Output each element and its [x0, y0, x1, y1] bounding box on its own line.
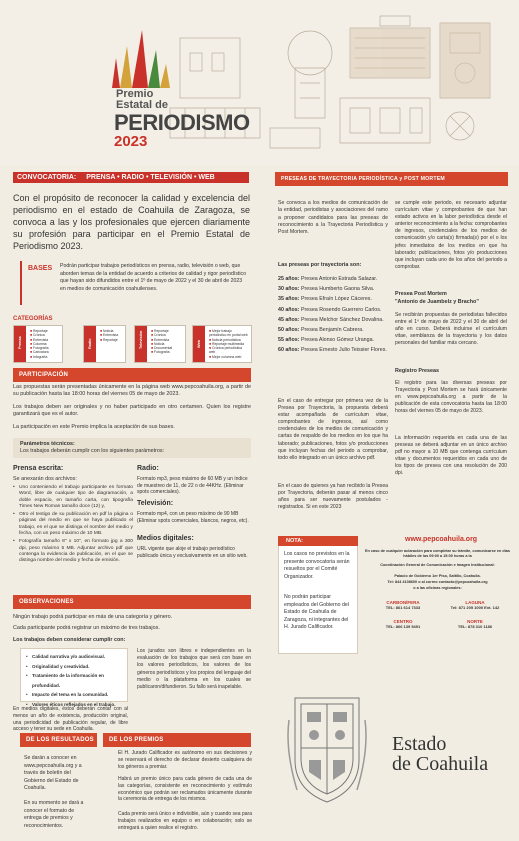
category-item: ■ Reportaje multimedia	[209, 342, 249, 346]
participacion-p1: Las propuestas serán presentadas únicamente en la página web www.pepcoahuila.org, a partir de su publicación hasta las 18:00 horas del viernes 05 de mayo de 2023.	[13, 384, 251, 398]
bases-text: Podrán participar trabajos periodísticos en prensa, radio, televisión o web, que aborden temas de la entidad de acuerdo a criterios de calidad y rigor periodístico que hayan sido difundidos entre el 1º de mayo de 2022 y el 30 de abril de 2023 en medios de comunicación coahuilenses.	[60, 263, 246, 292]
trayectoria-p3: En el caso de quienes ya han recibido la Presea por Trayectoria, deberán pasar al menos cinco años para ser nuevamente postulados - registrados. Si en este 2023	[278, 483, 388, 511]
logo-periodismo: PERIODISMO	[114, 110, 250, 135]
presea-item: 35 años: Presea Efraín López Cáceres.	[278, 296, 372, 303]
observaciones-header	[13, 595, 251, 609]
office-city: CARBONÍFERA	[386, 600, 420, 605]
radio-text: Formato mp3, peso máximo de 60 MB y un índice de muestreo de 11, de 22 o de 44KHz. (Eliminar spots comerciales).	[137, 476, 248, 496]
office-carbonifera	[372, 600, 434, 610]
category-item: ■ Crónica	[30, 333, 60, 337]
categorias-title: CATEGORÍAS	[13, 316, 53, 322]
prensa-item: • Uno conteniendo el trabajo participante en formato Word, libre de cualquier tipo de diagramación, a doble espacio, en tamaño carta, con tipografía Times New Roman tamaño doce (12) y,	[13, 485, 133, 510]
prensa-item: • Fotografía tamaño 8" x 10", en formato jpg a 300 dpi, peso máximo 5 MB. Adjuntar archivo pdf que contenga la evidencia de publicación, en el que se distinga nombre del medio y fecha de emisión.	[13, 539, 133, 564]
office-laguna	[440, 600, 510, 610]
nota-title: NOTA:	[286, 538, 304, 544]
office-tel: Tel: 871 205 1000 Ext. 142	[450, 605, 500, 610]
office-norte	[440, 619, 510, 629]
prensa-title: Prensa escrita:	[13, 465, 64, 472]
presea-item: 50 años: Presea Benjamín Cabrera.	[278, 327, 364, 334]
prensa-items	[13, 485, 133, 567]
office-centro	[372, 619, 434, 629]
observaciones-p4: Los jurados son libres e independientes en la evaluación de los trabajos que será con base en los valores periodísticos, los valores de los géneros periodísticos y los propios del lenguaje del medio o la plataforma en los cuales se publicaron/difundieron. Su fallo será inapelable.	[137, 648, 251, 691]
resultados-header	[20, 733, 97, 747]
category-item: ■ Entrevista	[100, 333, 123, 337]
category-radio	[83, 325, 126, 363]
contact-office: Coordinación General de Comunicación e Imagen Institucional:	[380, 563, 495, 567]
tecnicos-text: Los trabajos deberán cumplir con los siguientes parámetros:	[20, 448, 165, 454]
category-prensa	[13, 325, 63, 363]
category-tag-label: Televisión	[139, 330, 143, 349]
category-item: ■ Reportaje	[30, 329, 60, 333]
category-item: ■ Noticia	[151, 342, 183, 346]
category-tag	[14, 326, 26, 362]
observaciones-items	[26, 652, 128, 709]
observaciones-p3: En medios digitales, éstos deberán contar con al menos un año de existencia, producción original, una periodicidad de publicación regular, de libre acceso y tener su sede en Coahuila.	[13, 706, 128, 733]
category-tag-label: Prensa	[18, 336, 22, 349]
category-item: ■ Reportaje	[100, 338, 123, 342]
postmortem-title: Presea Post Mortem	[395, 291, 447, 297]
tv-text: Formato mp4, con un peso máximo de 90 MB (Eliminar spots comerciales, blancos, negros, etc).	[137, 511, 249, 524]
office-city: NORTE	[467, 619, 483, 624]
tv-title: Televisión:	[137, 500, 174, 507]
category-television	[134, 325, 186, 363]
observacion-item: • Calidad narrativa y/o audiovisual.	[26, 652, 128, 662]
digital-title: Medios digitales:	[137, 535, 194, 542]
presea-item: 55 años: Presea Alonso Gómez Uranga.	[278, 337, 374, 344]
resultados-p2: En su momento se dará a conocer el formato de entrega de premios y reconocimientos.	[24, 800, 84, 829]
category-item: ■ Caricatura	[30, 350, 60, 354]
category-item: ■ Crónica periodística web	[209, 346, 249, 355]
trayectoria-title: PRESEAS DE TRAYECTORIA PERIODÍSTICA y POST MORTEM	[281, 176, 445, 182]
contact-address: Palacio de Gobierno 1er Piso, Saltillo, Coahuila.	[394, 574, 481, 578]
postmortem-text: Se recibirán propuestas de periodistas fallecidos entre el 1º de mayo de 2022 y el 30 de abril del año en curso. Deberá incluirse el currículum vitae, semblanza de la trayectoria y los datos personales del familiar más cercano.	[395, 312, 507, 347]
trayectoria-p2: En el caso de entregar por primera vez de la Presea por Trayectoria, la propuesta deberá estar acompañada de currículum vitae, comprobantes de ingresos, así como credenciales de los medios de comunicación y cartas de respaldo de los medios en los que ha laborado; publicaciones, fotos y/o producciones que incluyan fechas del periodo a comprobar, todo ello integrado en un único archivo pdf.	[278, 398, 388, 461]
category-item: ■ Fotografía	[151, 350, 183, 354]
participacion-p3: La participación en este Premio implica la aceptación de sus bases.	[13, 424, 175, 430]
nota-header	[278, 536, 358, 546]
participacion-header	[13, 368, 251, 382]
intro-text: Con el propósito de reconocer la calidad y excelencia del periodismo en el estado de Coahuila de Zaragoza, se convoca a las y los profesionales que ejercen diariamente su profesión para participar en el Premio Estatal de Periodismo 2023.	[13, 193, 250, 251]
convocatoria-banner	[13, 172, 249, 183]
category-item: ■ Noticia periodística	[209, 338, 249, 342]
coat-of-arms-icon	[285, 690, 369, 808]
trayectoria-p1: Se convoca a los medios de comunicación de la entidad, periodistas y asociaciones del ramo a proponer candidatos para las preseas de reconocimiento a la Trayectoria Periodística y Post Mortem.	[278, 200, 388, 236]
premios-title: DE LOS PREMIOS	[109, 737, 164, 743]
logo-estatal: Estatal de	[116, 99, 168, 111]
trayectoria-list	[278, 274, 390, 356]
observaciones-title: OBSERVACIONES	[19, 599, 74, 605]
category-tag-label: Radio	[88, 338, 92, 349]
category-web	[192, 325, 252, 363]
contact-regional: o a las oficinas regionales:	[413, 586, 462, 590]
observaciones-sub: Los trabajos deben considerar cumplir con:	[13, 637, 126, 643]
category-tag	[84, 326, 96, 362]
gobierno-line1: Estado	[392, 733, 447, 755]
office-city: LAGUNA	[465, 600, 485, 605]
office-tel: TEL: 878 310 1186	[457, 624, 493, 629]
logo-flame-icon	[102, 28, 182, 90]
premios-header	[103, 733, 251, 747]
logo-premio: Premio	[116, 88, 154, 100]
convocatoria-categories: PRENSA • RADIO • TELEVISIÓN • WEB	[86, 174, 215, 181]
observaciones-p2: Cada participante podrá registrar un máximo de tres trabajos.	[13, 625, 160, 631]
observacion-item: • Valores éticos reflejados en el trabajo.	[26, 700, 128, 710]
category-tag	[135, 326, 147, 362]
contact-url[interactable]: www.pepcoahuila.org	[405, 536, 478, 543]
category-item: ■ Fotografía	[30, 346, 60, 350]
category-item: ■ Infografía	[30, 355, 60, 359]
postmortem-name: "Antonio de Juambelz y Bracho"	[395, 299, 479, 305]
prensa-intro: Se anexarán dos archivos:	[13, 476, 77, 482]
trayectoria-list-title: Las preseas por trayectoria son:	[278, 262, 362, 268]
observacion-item: • Impacto del tema en la comunidad.	[26, 690, 128, 700]
prensa-item: • Otro el testigo de su publicación en pdf la página o páginas del medio en que se haya publicado el trabajo, en el que se distinga el nombre del medio y fecha, con un peso máximo de 10 MB.	[13, 512, 133, 537]
nota-p2: No podrán participar empleados del Gobierno del Estado de Coahuila de Zaragoza, ni integrantes del H. Jurado Calificador.	[284, 594, 349, 630]
trayectoria-header	[275, 172, 508, 186]
registro-text-2: La información requerida en cada una de las preseas se deberá adjuntar en un único archivo pdf no mayor a 10 MB que contenga currículum vitae y documentos requeridos en cada uno de los tipos de presea con una resolución de 200 dpi.	[395, 435, 507, 477]
contact-intro: En caso de cualquier aclaración para completar su trámite, comunicarse en días hábiles de las 09:00 a 15:00 horas a la	[365, 549, 510, 559]
category-item: ■ Mejor trabajo periodístico en portal web	[209, 329, 249, 338]
observacion-item: • Tratamiento de la información en profundidad.	[26, 671, 128, 690]
presea-item: 25 años: Presea Antonio Estrada Salazar.	[278, 276, 378, 282]
resultados-title: DE LOS RESULTADOS	[26, 737, 94, 743]
office-tel: TEL: 866 139 5491	[385, 624, 421, 629]
category-tag	[193, 326, 205, 362]
category-item: ■ Columna	[30, 342, 60, 346]
presea-item: 45 años: Presea Melchor Sánchez Dovalina.	[278, 316, 384, 323]
presea-item: 40 años: Presea Rosendo Guerrero Carlos.	[278, 306, 382, 313]
participacion-title: PARTICIPACIÓN	[19, 372, 69, 378]
radio-title: Radio:	[137, 465, 159, 472]
category-item: ■ Mejor columna web	[209, 355, 249, 359]
category-tag-label: Web	[197, 340, 201, 348]
gobierno-line2: de Coahuila	[392, 753, 489, 775]
digital-text: URL vigente que aloje el trabajo periodístico publicado única y exclusivamente en un sitio web.	[137, 546, 248, 559]
registro-title: Registro Preseas	[395, 368, 440, 374]
premios-p1: El H. Jurado Calificador es autónomo en sus decisiones y se reservará el derecho de declarar desierto cualquiera de los géneros a premiar.	[118, 750, 252, 770]
resultados-p1: Se darán a conocer en www.pepcoahuila.org y a través de boletín del Gobierno del Estado de Coahuila.	[24, 755, 82, 792]
award-logo	[102, 28, 182, 90]
participacion-p2: Los trabajos deben ser originales y no haber participado en otro certamen. Quien los registre garantizará que es el autor.	[13, 404, 251, 418]
office-city: CENTRO	[393, 619, 413, 624]
category-item: ■ Crónica	[151, 333, 183, 337]
premios-p3: Cada premio será único e indivisible, aún y cuando sea para trabajos realizados en equipo o en colaboración; solo se entregará a quien realice el registro.	[118, 811, 252, 831]
presea-item: 30 años: Presea Humberto Gaona Silva.	[278, 286, 375, 293]
presea-item: 60 años: Presea Ernesto Julio Teissier Flores.	[278, 347, 387, 354]
category-item: ■ Entrevista	[30, 338, 60, 342]
category-item: ■ Reportaje	[151, 329, 183, 333]
tecnicos-title: Parámetros técnicos:	[20, 441, 75, 447]
observaciones-p1: Ningún trabajo podrá participar en más de una categoría y género.	[13, 614, 173, 620]
observacion-item: • Originalidad y creatividad.	[26, 662, 128, 672]
office-tel: TEL: 861 614 7333	[385, 605, 421, 610]
trayectoria-c2p1: se cumple este periodo, es necesario adjuntar currículum vitae y comprobantes de que han estado activos en la labor periodística desde el anterior reconocimiento a la fecha: comprobantes de ingresos, credenciales de los medios de comunicación y/o carta(s) firmada(s) por el o los jefes inmediatos de los medios en que ha laborado; publicaciones, fotos y/o producciones que incluyan cada uno de los años del periodo a comprobar.	[395, 200, 507, 270]
bases-title: BASES	[28, 265, 53, 272]
category-item: ■ Entrevista	[151, 338, 183, 342]
premios-p2: Habrá un premio único para cada género de cada una de las categorías, consistente en reconocimiento y estímulo económico que podrán ser reclamados únicamente durante la ceremonia de entrega de los mismos.	[118, 776, 252, 803]
contact-phone: Tel: 844 4108600 o al correo contacto@pepcoahuila.org	[387, 580, 488, 584]
nota-p1: Los casos no previstos en la presente convocatoria serán resueltos por el Comité Organizador.	[284, 551, 350, 580]
convocatoria-label: CONVOCATORIA:	[17, 174, 77, 181]
registro-text: El registro para las diversas preseas por Trayectoria y Post Mortem se hará únicamente en www.pepcoahuila.org a partir de la publicación de esta convocatoria hasta las 18:00 horas del viernes 05 de mayo de 2023.	[395, 380, 507, 415]
category-item: ■ Noticia	[100, 329, 123, 333]
category-item: ■ Documental	[151, 346, 183, 350]
logo-year: 2023	[114, 133, 148, 150]
